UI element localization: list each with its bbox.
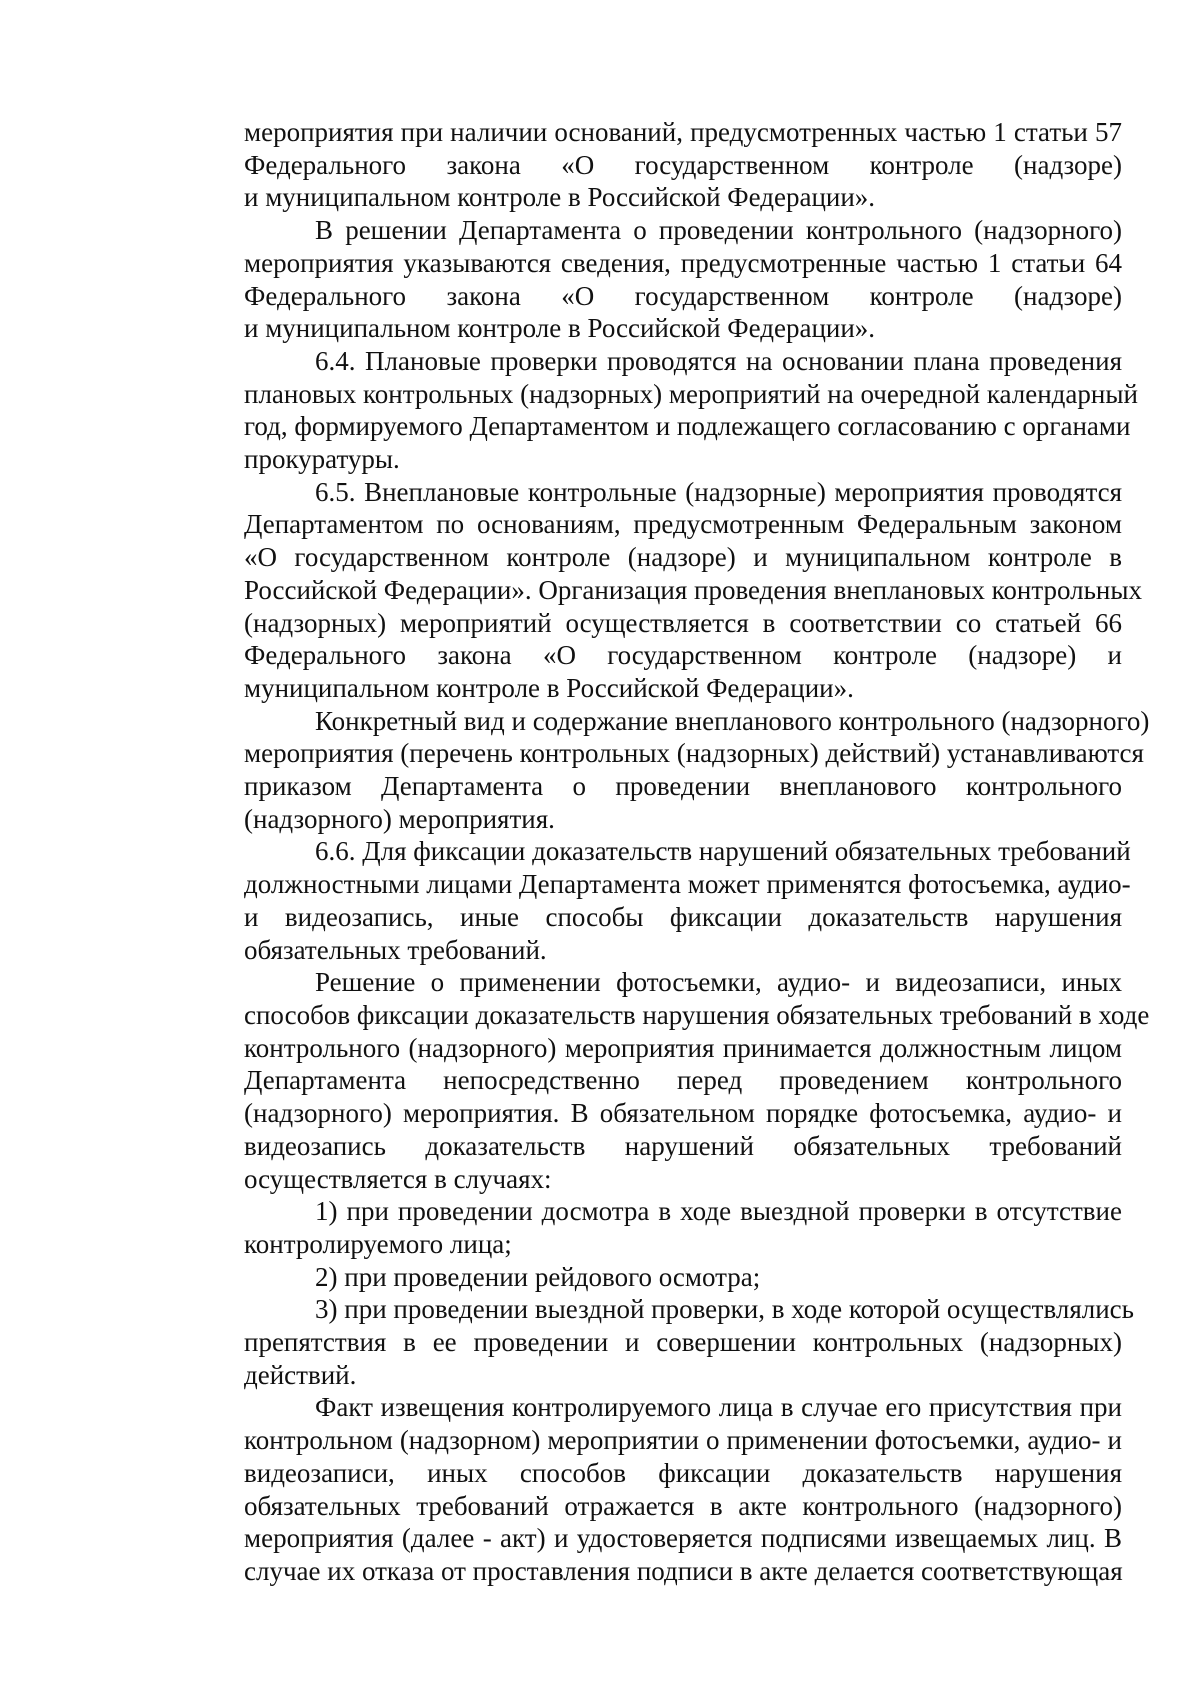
text-line: мероприятия при наличии оснований, предусмотренных частью 1 статьи 57 (244, 117, 1122, 147)
text-line: осуществляется в случаях: (244, 1163, 552, 1194)
paragraph (173, 476, 1142, 705)
text-line: контролируемого лица; (244, 1228, 512, 1259)
text-line: действий. (244, 1359, 357, 1390)
paragraph (173, 1195, 1122, 1260)
text-line: видеозапись доказательств нарушений обязательных требований (244, 1130, 1122, 1161)
text-line: 6.5. Внеплановые контрольные (надзорные) мероприятия проводятся (315, 476, 1122, 507)
paragraph (173, 116, 1122, 214)
text-line: 1) при проведении досмотра в ходе выездной проверки в отсутствие (315, 1196, 1122, 1227)
text-line: Федерального закона «О государственном контроле (надзоре) (244, 280, 1122, 311)
document-text-body (173, 116, 1150, 1588)
text-line: и муниципальном контроле в Российской Федерации». (244, 313, 876, 344)
text-line: 2) при проведении рейдового осмотра; (315, 1261, 761, 1292)
text-line: муниципальном контроле в Российской Федерации». (244, 672, 854, 703)
text-line: «О государственном контроле (надзоре) и муниципальном контроле в (244, 542, 1122, 573)
text-line: (надзорного) мероприятия. (244, 803, 555, 834)
text-line: контрольного (надзорного) мероприятия принимается должностным лицом (244, 1032, 1122, 1063)
text-line: мероприятия (перечень контрольных (надзорных) действий) устанавливаются (244, 738, 1144, 769)
text-line: способов фиксации доказательств нарушения обязательных требований в ходе (244, 999, 1150, 1030)
text-line: случае их отказа от проставления подписи в акте делается соответствующая (244, 1555, 1123, 1586)
paragraph (173, 214, 1122, 345)
text-line: и видеозапись, иные способы фиксации доказательств нарушения (244, 901, 1122, 932)
paragraph (173, 835, 1131, 966)
text-line: Российской Федерации». Организация проведения внеплановых контрольных (244, 574, 1142, 605)
text-line: обязательных требований. (244, 934, 547, 965)
text-line: Конкретный вид и содержание внепланового контрольного (надзорного) (315, 705, 1150, 736)
text-line: Федерального закона «О государственном контроле (надзоре) и (244, 640, 1122, 671)
text-line: год, формируемого Департаментом и подлежащего согласованию с органами (244, 411, 1131, 442)
text-line: Департаментом по основаниям, предусмотренным Федеральным законом (244, 509, 1122, 540)
text-line: 3) при проведении выездной проверки, в ходе которой осуществлялись (315, 1294, 1134, 1325)
text-line: мероприятия (далее - акт) и удостоверяется подписями извещаемых лиц. В (244, 1523, 1122, 1554)
paragraph (173, 345, 1138, 476)
paragraph (173, 1391, 1122, 1587)
text-line: 6.6. Для фиксации доказательств нарушений обязательных требований (315, 836, 1131, 867)
text-line: В решении Департамента о проведении контрольного (надзорного) (315, 215, 1122, 246)
text-line: и муниципальном контроле в Российской Федерации». (244, 182, 876, 213)
paragraph (173, 1293, 1134, 1391)
text-line: препятствия в ее проведении и совершении контрольных (надзорных) (244, 1327, 1122, 1358)
text-line: (надзорного) мероприятия. В обязательном порядке фотосъемка, аудио- и (244, 1098, 1122, 1129)
text-line: 6.4. Плановые проверки проводятся на основании плана проведения (315, 345, 1122, 376)
text-line: плановых контрольных (надзорных) мероприятий на очередной календарный (244, 378, 1138, 409)
text-line: прокуратуры. (244, 444, 400, 475)
text-line: приказом Департамента о проведении внепланового контрольного (244, 771, 1122, 802)
text-line: (надзорных) мероприятий осуществляется в соответствии со статьей 66 (244, 607, 1122, 638)
paragraph (173, 705, 1150, 836)
text-line: должностными лицами Департамента может применятся фотосъемка, аудио- (244, 869, 1131, 900)
text-line: Факт извещения контролируемого лица в случае его присутствия при (315, 1392, 1122, 1423)
text-line: Федерального закона «О государственном контроле (надзоре) (244, 149, 1122, 180)
text-line: обязательных требований отражается в акте контрольного (надзорного) (244, 1490, 1122, 1521)
paragraph (173, 1261, 1122, 1294)
text-line: Департамента непосредственно перед проведением контрольного (244, 1065, 1122, 1096)
text-line: видеозаписи, иных способов фиксации доказательств нарушения (244, 1457, 1122, 1488)
text-line: Решение о применении фотосъемки, аудио- и видеозаписи, иных (315, 967, 1122, 998)
text-line: мероприятия указываются сведения, предусмотренные частью 1 статьи 64 (244, 247, 1122, 278)
paragraph (173, 966, 1150, 1195)
text-line: контрольном (надзорном) мероприятии о применении фотосъемки, аудио- и (244, 1425, 1122, 1456)
